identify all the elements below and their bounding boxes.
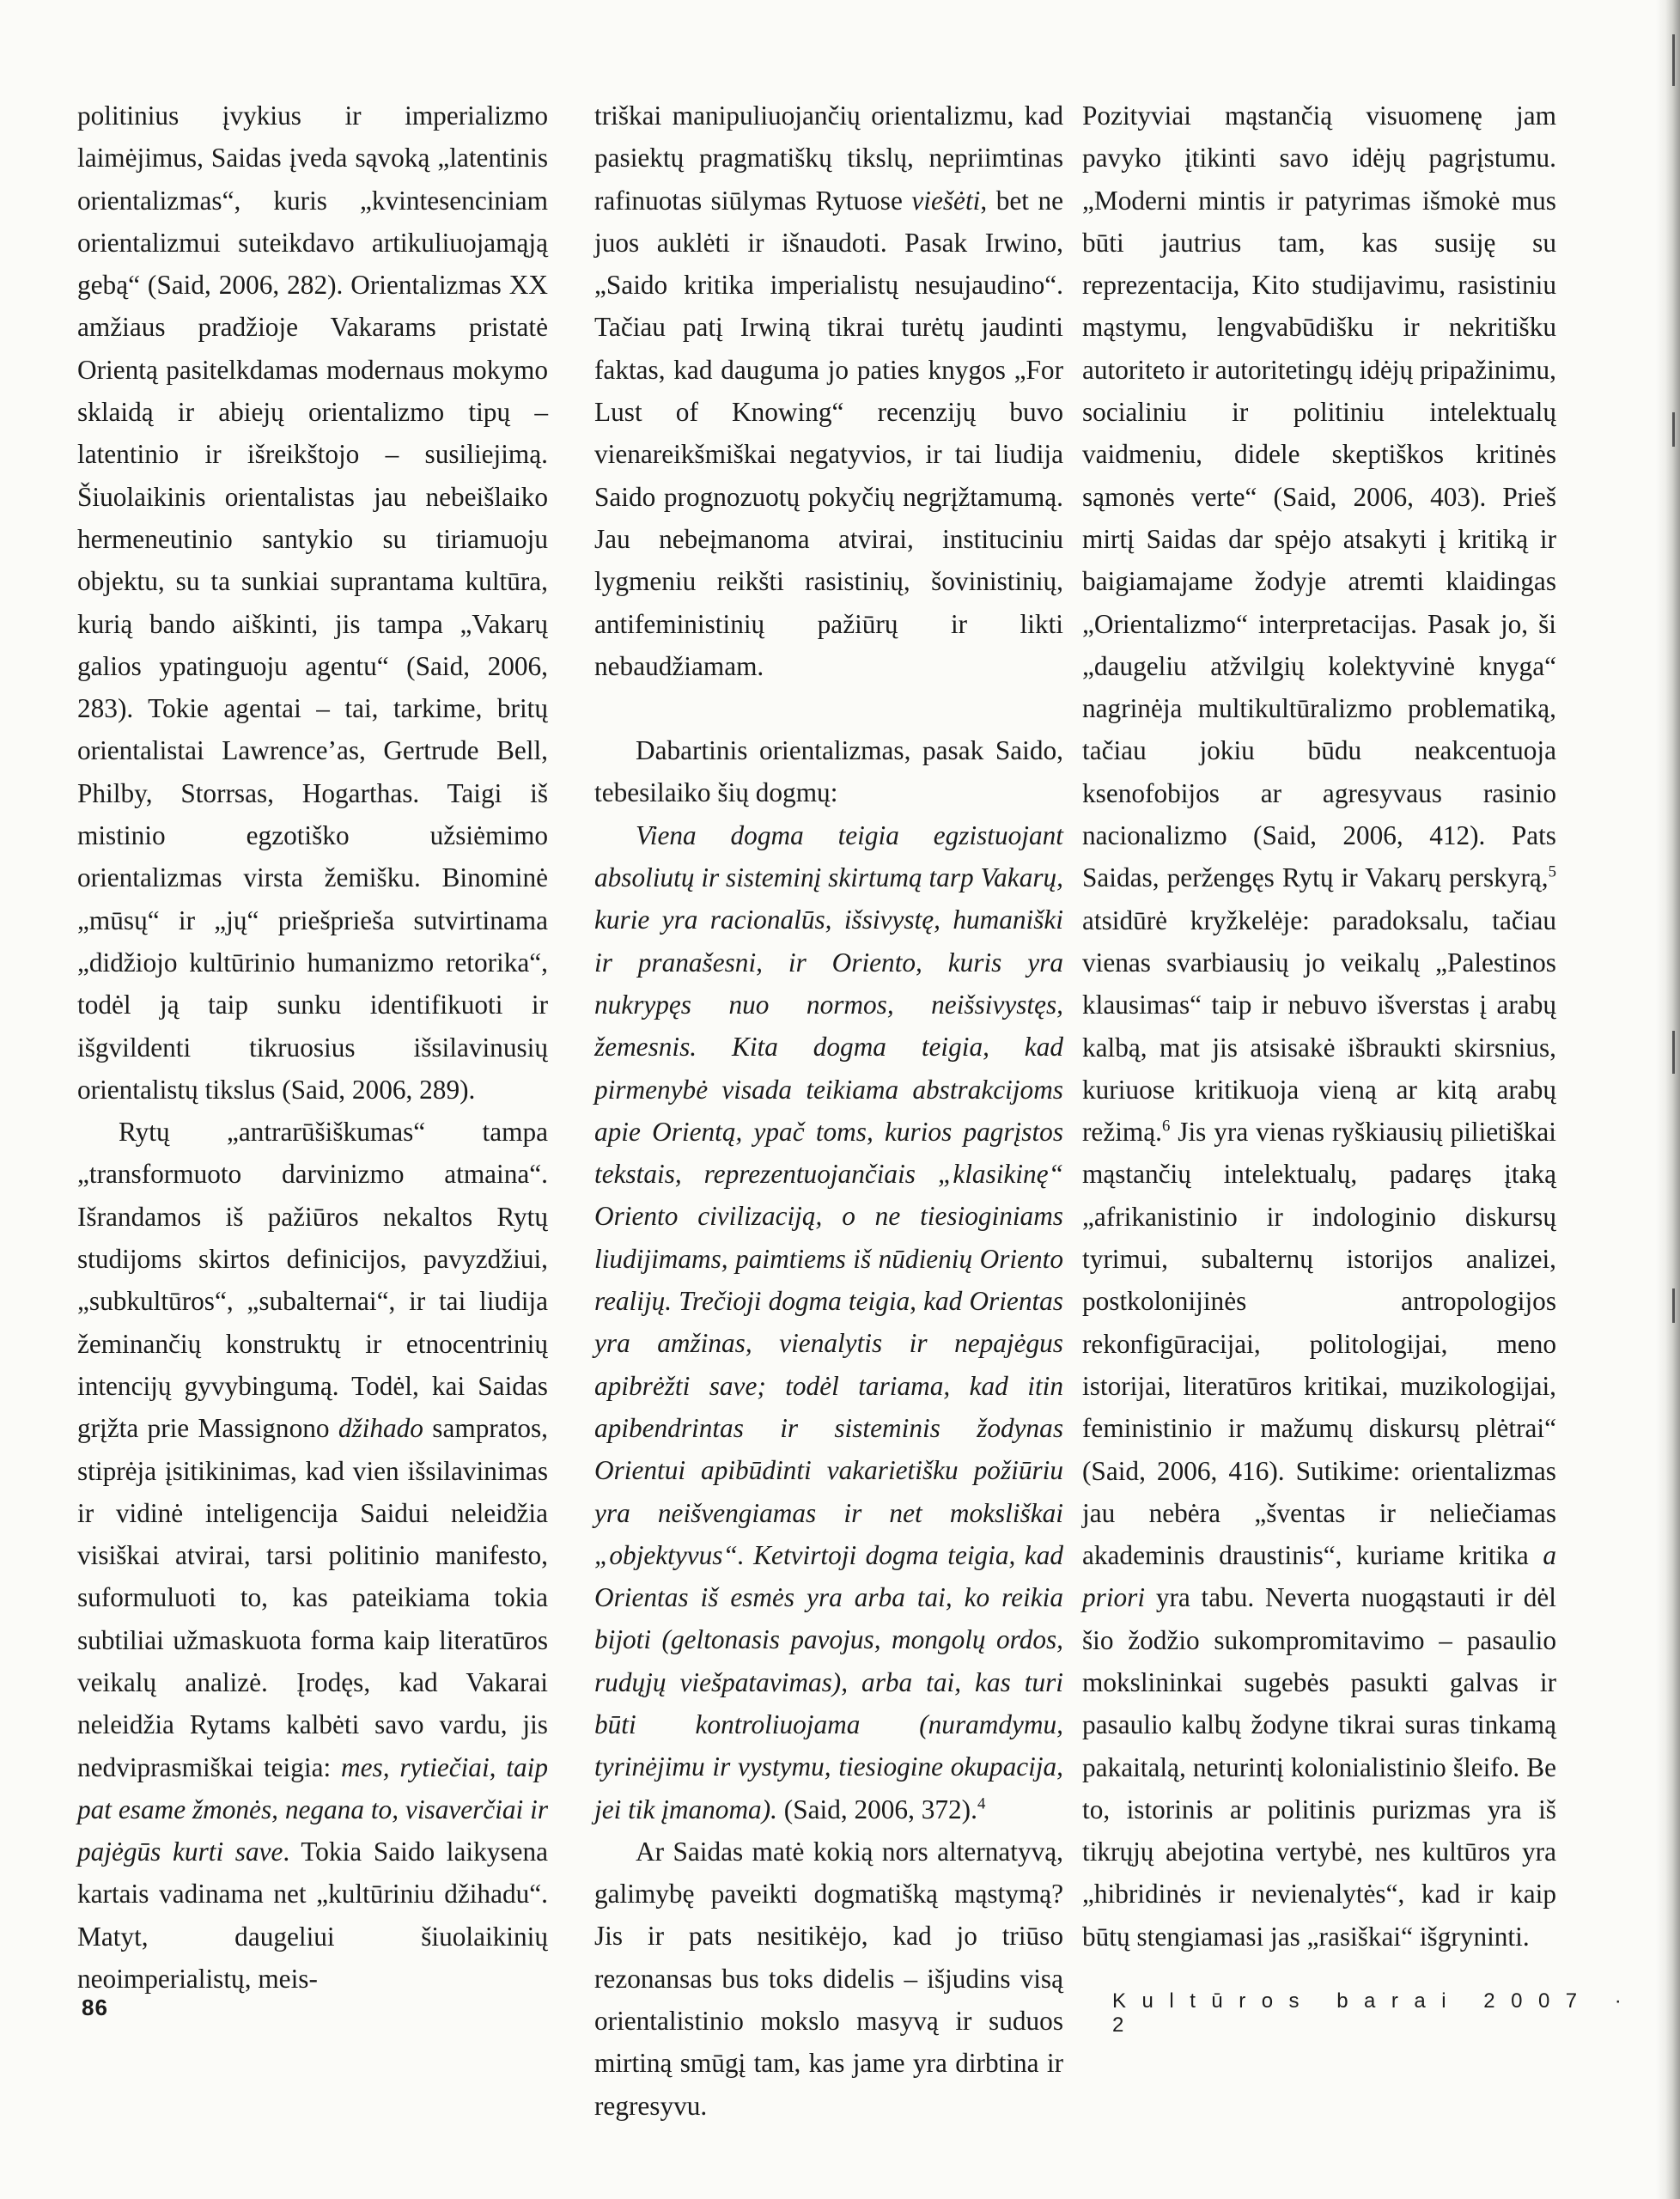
paragraph [594,94,1063,687]
journal-name: Kultūros barai 2007 · 2 [1112,1989,1638,2037]
paragraph-text: Jis yra vienas ryškiausių pilietiškai mąstančių intelektualų, padaręs įtaką „afrikanistinio ir indologinio diskursų tyrimui, subalternų istorijos analizei, postkolonijinės antropologijos rekonfigūracijai, politologijai, meno istorijai, literatūros kritikai, muzikologijai, feministinio ir mažumų diskursų plėtrai“ (Said, 2006, 416). Sutikime: orientalizmas jau nebėra „šventas ir neliečiamas akademinis draustinis“, kuriame kritika [1082,1117,1556,1571]
italic-term: a priori [1082,1540,1556,1613]
page-edge-shadow [1656,0,1680,2199]
paragraph [594,1830,1063,2127]
page-number: 86 [82,1995,108,2020]
paragraph-text: sampratos, stiprėja įsitikinimas, kad vien išsilavinimas ir vidinė inteligencija Saidui neleidžia visiškai atvirai, tarsi politinio manifesto, suformuluoti to, kas pateikiama tokia subtiliai užmaskuota forma kaip literatūros veikalų analizė. Įrodęs, kad Vakarai neleidžia Rytams kalbėti savo vardu, jis nedviprasmiškai teigia: [77,1413,549,1782]
footnote-marker: 6 [1161,1117,1171,1136]
paragraph [77,1111,548,2000]
footnote-marker: 5 [1548,862,1556,881]
quote-text: Viena dogma teigia egzistuojant absoliutų ir sisteminį skirtumą tarp Vakarų, kurie yra racionalūs, išsivystę, humaniški ir pranašesni, ir Oriento, kuris yra nukrypęs nuo normos, neišsivystęs, žemesnis. Kita dogma teigia, kad pirmenybė visada teikiama abstrakcijoms apie Orientą, ypač toms, kurios pagrįstos tekstais, reprezentuojančiais „klasikinę“ Oriento civilizaciją, o ne tiesioginiams liudijimams, paimtiems iš nūdienių Oriento realijų. Trečioji dogma teigia, kad Orientas yra amžinas, vienalytis ir nepajėgus apibrėžti save; todėl tariama, kad itin apibendrintas ir sisteminis žodynas Orientui apibūdinti vakarietišku požiūriu yra neišvengiamas ir net moksliškai „objektyvus“. Ketvirtoji dogma teigia, kad Orientas iš esmės yra arba tai, ko reikia bijoti (geltonasis pavojus, mongolų ordos, rudųjų viešpatavimas), arba tai, kas turi būti kontroliuojama (nuramdymu, tyrinėjimu ir vystymu, tiesiogine okupacija, jei tik įmanoma). [594,819,1063,1824]
paragraph-text: Ar Saidas matė kokią nors alternatyvą, galimybę paveikti dogmatišką mąstymą? Jis ir pats nesitikėjo, kad jo triūso rezonansas bus toks didelis – išjudins visą orientalistinio mokslo masyvą ir suduos mirtiną smūgį tam, kas jame yra dirbtina ir regresyvu. [594,1836,1063,2121]
paragraph-text: . Tokia Saido laikysena kartais vadinama net „kultūriniu džihadu“. Matyt, daugeliui šiuolaikinių neoimperialistų, meis- [77,1837,548,1995]
text-column-middle [594,94,1063,2127]
paragraph-text: politinius įvykius ir imperializmo laimėjimus, Saidas įveda sąvoką „latentinis orientalizmas“, kuris „kvintesenciniam orientalizmui suteikdavo artikuliuojamąją gebą“ (Said, 2006, 282). Orientalizmas XX amžiaus pradžioje Vakarams pristatė Orientą pasitelkdamas modernaus mokymo sklaidą ir abiejų orientalizmo tipų – latentinio ir išreikštojo – susiliejimą. Šiuolaikinis orientalistas jau nebeišlaiko hermeneutinio santykio su tiriamuoju objektu, su ta sunkiai suprantama kultūra, kurią bando aiškinti, jis tampa „Vakarų galios ypatinguoju agentu“ (Said, 2006, 283). Tokie agentai – tai, tarkime, britų orientalistai Lawrence’as, Gertrude Bell, Philby, Storrsas, Hogarthas. Taigi iš mistinio egzotiško užsiėmimo orientalizmas virsta žemišku. Binominė „mūsų“ ir „jų“ priešprieša sutvirtinama „didžiojo kultūrinio humanizmo retorika“, todėl ją taip sunku identifikuoti ir išgvildenti tikruosius išsilavinusių orientalistų tikslus (Said, 2006, 289). [77,101,548,1105]
paragraph [1082,94,1556,1958]
text-column-right [1082,94,1556,1958]
paragraph-text: Dabartinis orientalizmas, pasak Saido, tebesilaiko šių dogmų: [594,735,1063,808]
footnote-marker: 4 [977,1794,986,1813]
paragraph-text: Rytų „antrarūšiškumas“ tampa „transformuoto darvinizmo atmaina“. Išrandamos iš pažiūros nekaltos Rytų studijoms skirtos definicijos, pavyzdžiui, „subkultūros“, „subalternai“, ir tai liudija žeminančių konstruktų ir etnocentrinių intencijų gyvybingumą. Todėl, kai Saidas grįžta prie Massignono [77,1117,548,1444]
edge-mark [1672,412,1675,447]
edge-mark [1672,34,1675,86]
paragraph [77,94,548,1111]
edge-mark [1672,1031,1675,1074]
text-column-left [77,94,548,2000]
edge-mark [1672,1288,1675,1323]
paragraph-text: Pozityviai mąstančią visuomenę jam pavyko įtikinti savo idėjų pagrįstumu. „Moderni mintis ir patyrimas išmokė mus būti jautrius tam, kas susiję su reprezentacija, Kito studijavimu, rasistiniu mąstymu, lengvabūdišku ir nekritišku autoriteto ir autoritetingų idėjų pripažinimu, socialiniu ir politiniu intelektualų vaidmeniu, didele skeptiškos kritinės sąmonės verte“ (Said, 2006, 403). Prieš mirtį Saidas dar spėjo atsakyti į kritiką ir baigiamajame žodyje atremti klaidingas „Orientalizmo“ interpretacijas. Pasak jo, ši „daugeliu atžvilgių kolektyvinė knyga“ nagrinėja multikultūralizmo problematiką, tačiau jokiu būdu neakcentuoja ksenofobijos ar agresyvaus rasinio nacionalizmo (Said, 2006, 412). Pats Saidas, peržengęs Rytų ir Vakarų perskyrą, [1082,101,1556,893]
block-quote [594,814,1063,1830]
italic-quote: mes, rytiečiai, taip pat esame žmonės, negana to, visaverčiai ir pajėgūs kurti save [77,1751,548,1867]
paragraph [594,729,1063,814]
italic-term: džihado [338,1413,423,1444]
paragraph-text: yra tabu. Neverta nuogąstauti ir dėl šio žodžio sukompromitavimo – pasaulio mokslininkai sugebės pasukti galvas ir pasaulio kalbų žodyne tikrai suras tinkamą pakaitalą, neturintį kolonialistinio šleifo. Be to, istorinis ar politinis purizmas yra iš tikrųjų abejotina vertybė, nes kultūros yra „hibridinės ir nevienalytės“, kad ir kaip būtų stengiamasi jas „rasiškai“ išgryninti. [1082,1582,1556,1952]
paragraph-text: triškai manipuliuojančių orientalizmu, kad pasiektų pragmatiškų tikslų, nepriimtinas rafinuotas siūlymas Rytuose [594,101,1063,216]
citation: (Said, 2006, 372). [776,1794,977,1824]
paragraph-text: atsidūrė kryžkelėje: paradoksalu, tačiau vienas svarbiausių jo veikalų „Palestinos klausimas“ taip ir nebuvo išverstas į arabų kalbą, mat jis atsisakė išbraukti skirsnius, kuriuose kritikuoja vieną ar kitą arabų režimą. [1082,905,1556,1148]
italic-term: viešėti [911,185,981,216]
paragraph-text: , bet ne juos auklėti ir išnaudoti. Pasak Irwino, „Saido kritika imperialistų nesujaudino“. Tačiau patį Irwiną tikrai turėtų jaudinti faktas, kad dauguma jo paties knygos „For Lust of Knowing“ recenzijų buvo vienareikšmiškai negatyvios, ir tai liudija Saido prognozuotų pokyčių negrįžtamumą. Jau nebeįmanoma atvirai, instituciniu lygmeniu reikšti rasistinių, šovinistinių, antifeministinių pažiūrų ir likti nebaudžiamam. [594,185,1064,681]
